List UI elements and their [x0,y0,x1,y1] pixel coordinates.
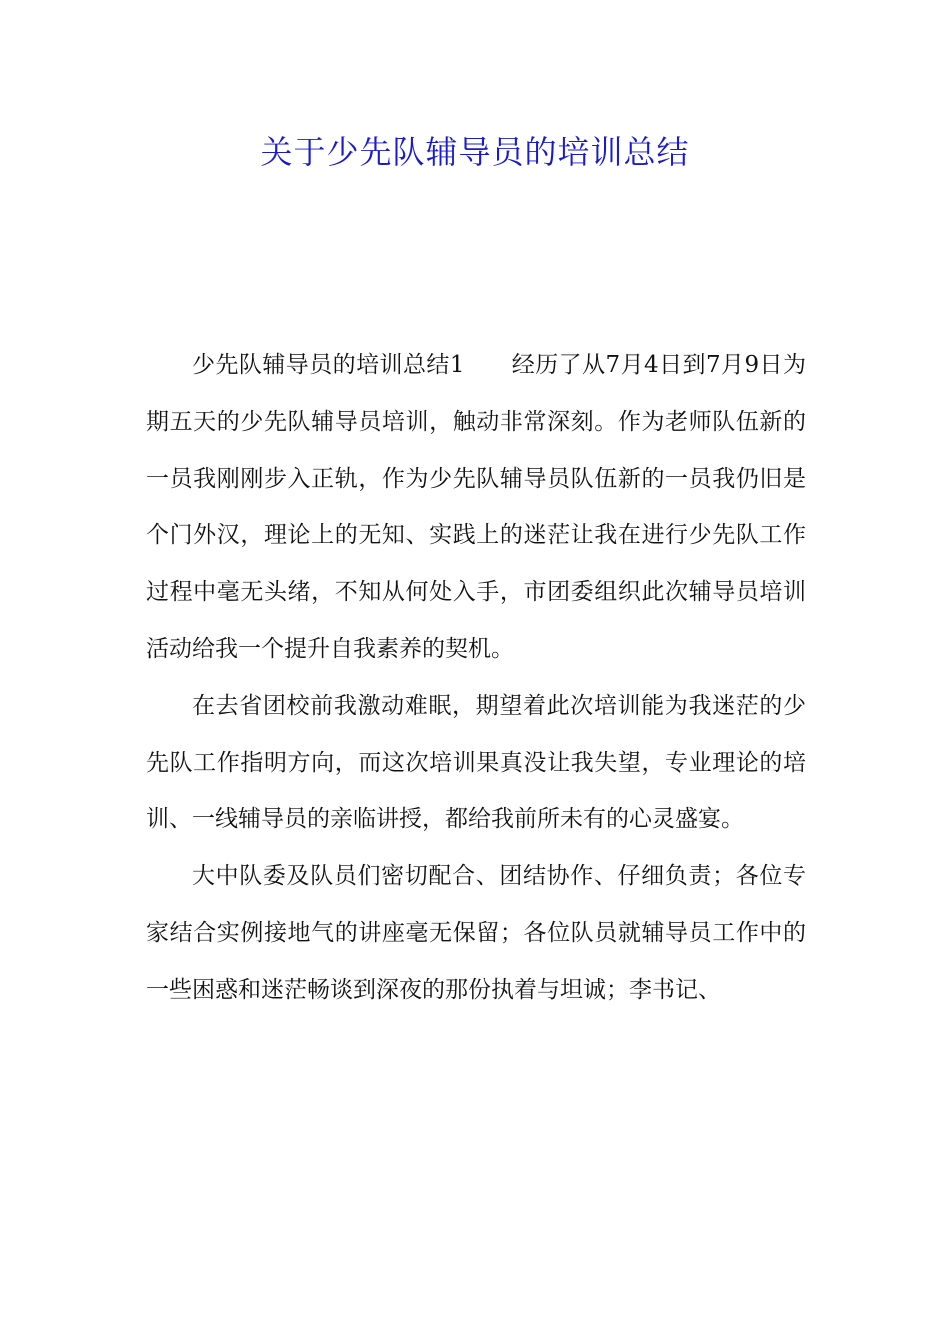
paragraph: 在去省团校前我激动难眠，期望着此次培训能为我迷茫的少先队工作指明方向，而这次培训果真没让我失望，专业理论的培训、一线辅导员的亲临讲授，都给我前所未有的心灵盛宴。 [146,692,806,833]
paragraph: 少先队辅导员的培训总结1 经历了从7月4日到7月9日为期五天的少先队辅导员培训，触动非常深刻。作为老师队伍新的一员我刚刚步入正轨，作为少先队辅导员队伍新的一员我仍旧是个门外汉，理论上的无知、实践上的迷茫让我在进行少先队工作过程中毫无头绪，不知从何处入手，市团委组织此次辅导员培训活动给我一个提升自我素养的契机。 [146,352,806,662]
paragraph: 大中队委及队员们密切配合、团结协作、仔细负责；各位专家结合实例接地气的讲座毫无保留；各位队员就辅导员工作中的一些困惑和迷茫畅谈到深夜的那份执着与坦诚；李书记、 [146,863,806,1003]
document-body [146,337,806,1019]
document-title: 关于少先队辅导员的培训总结 [260,133,690,171]
